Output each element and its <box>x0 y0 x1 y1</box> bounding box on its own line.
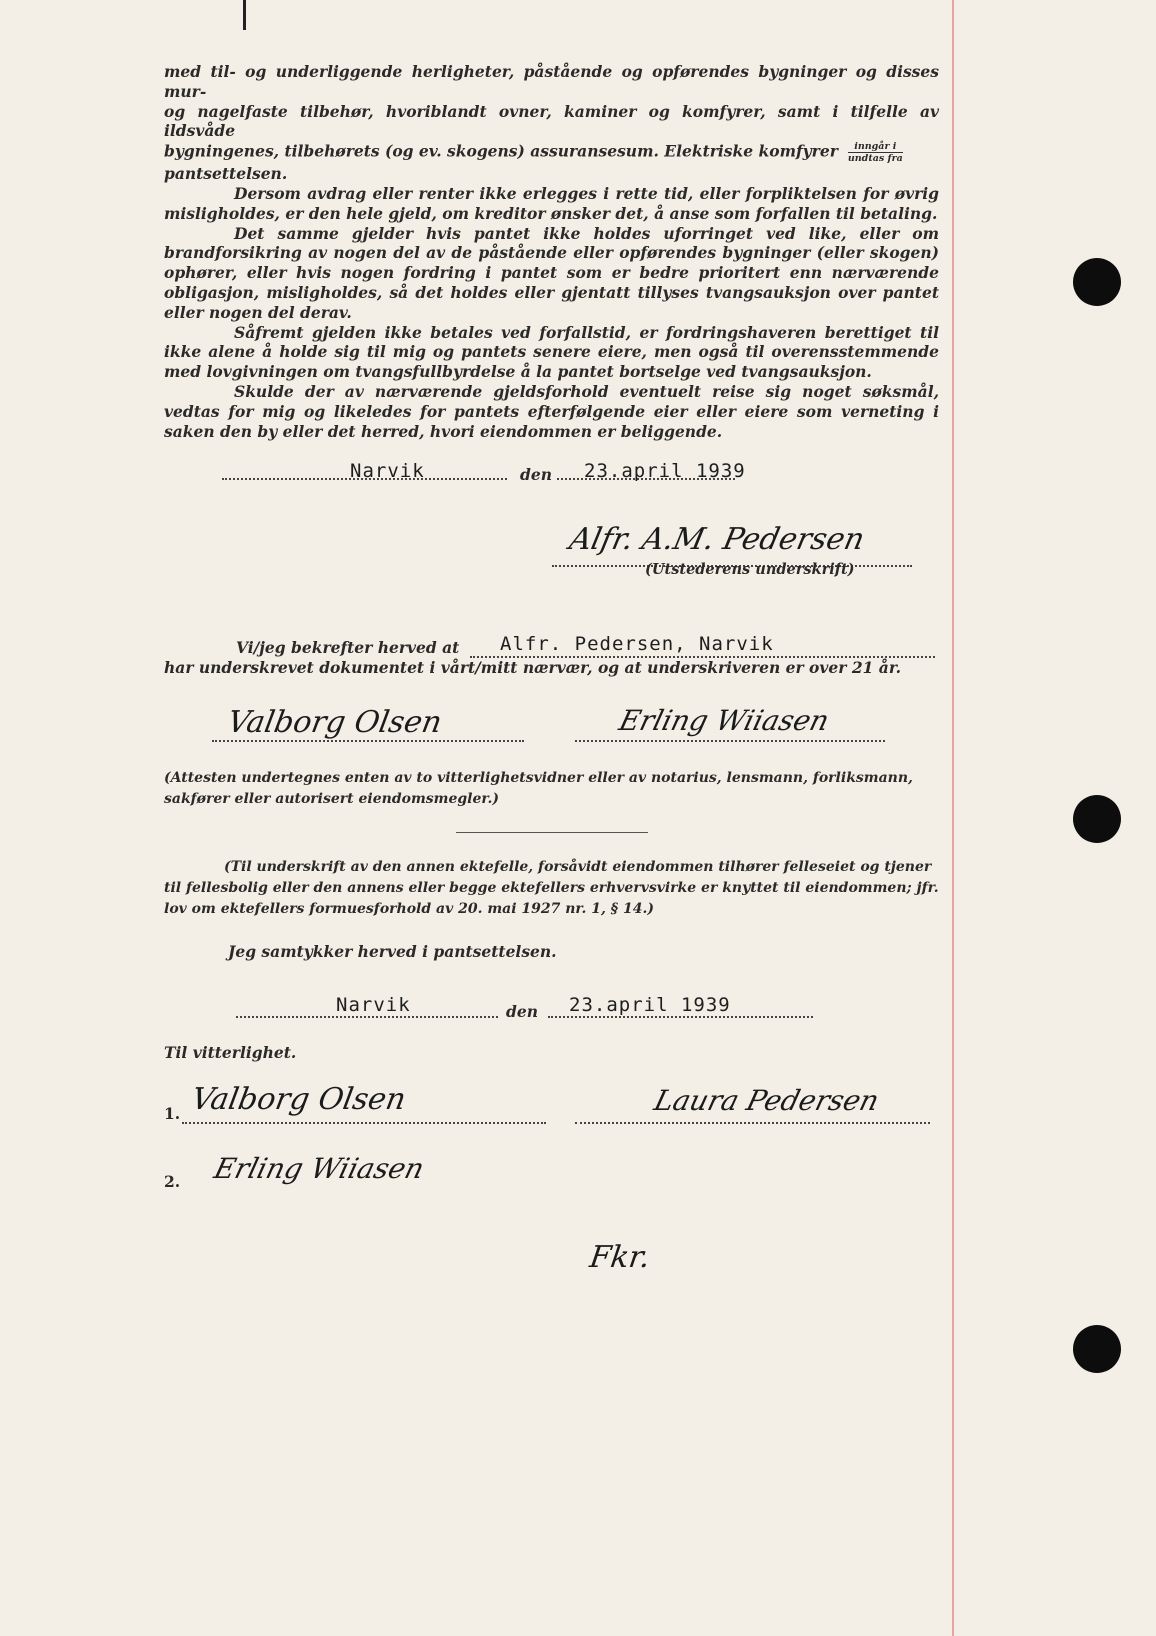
punch-hole <box>1073 1325 1121 1373</box>
terms-line: bygningenes, tilbehørets (og ev. skogens) assuransesum. Elektriske komfyrer inngår i undtas fra <box>164 141 903 165</box>
confirm-name: Alfr. Pedersen, Narvik <box>500 633 774 655</box>
edge-mark <box>243 0 246 30</box>
place-1: Narvik <box>350 460 425 482</box>
punch-hole <box>1073 795 1121 843</box>
til-vitterlighet: Til vitterlighet. <box>164 1043 297 1062</box>
terms-line: med til- og underliggende herligheter, påstående og opførendes bygninger og disses mur- <box>164 62 939 101</box>
attest-note: (Attesten undertegnes enten av to vitterlighetsvidner eller av notarius, lensmann, forliksmann, sakfører eller autorisert eiendomsmegler.) <box>164 770 913 807</box>
witness-number-2: 2. <box>164 1172 181 1191</box>
consent-statement: Jeg samtykker herved i pantsettelsen. <box>228 942 557 961</box>
spouse-signature: Laura Pedersen <box>650 1084 883 1117</box>
date-2: 23.april 1939 <box>569 994 731 1016</box>
divider <box>456 832 648 833</box>
witness-signature-2: Erling Wiiasen <box>615 704 833 737</box>
place-2: Narvik <box>336 994 411 1016</box>
terms-line: pantsettelsen. <box>164 164 288 184</box>
den-label: den <box>516 465 556 484</box>
punch-hole <box>1073 258 1121 306</box>
inngar-fraction: inngår i undtas fra <box>847 141 903 165</box>
paragraph-venue: Skulde der av nærværende gjeldsforhold eventuelt reise sig noget søksmål, vedtas for mig og likeledes for pantets efterfølgende eier eller eiere som verneting i saken den by eller det herred, hvori eiendommen er beliggende. <box>164 381 939 441</box>
witness-signature-1: Valborg Olsen <box>224 705 445 740</box>
date-1: 23.april 1939 <box>584 460 746 482</box>
paragraph-default: Dersom avdrag eller renter ikke erlegges i rette tid, eller forpliktelsen for øvrig misligholdes, er den hele gjeld, om kreditor ønsker det, å anse som forfallen til betaling. <box>164 183 939 223</box>
issuer-signature: Alfr. A.M. Pedersen <box>566 522 868 557</box>
paragraph-insurance: Det samme gjelder hvis pantet ikke holdes uforringet ved like, eller om brandforsikring av nogen del av de påstående eller opførendes bygninger (eller skogen) ophører, eller hvis nogen fordring i pantet som er bedre prioritert enn nærværende obligasjon, misligholdes, så det holdes eller gjentatt tillyses tvangsauksjon over pantet eller nogen del derav. <box>164 223 939 322</box>
mortgage-terms <box>164 62 939 441</box>
margin-rule <box>952 0 954 1636</box>
den-label-2: den <box>506 1002 538 1021</box>
initials-mark: Fkr. <box>587 1240 653 1275</box>
witness-list-signature-2: Erling Wiiasen <box>210 1152 428 1185</box>
witness-number-1: 1. <box>164 1104 181 1123</box>
witness-list-signature-1: Valborg Olsen <box>188 1082 409 1117</box>
confirm-prefix: Vi/jeg bekrefter herved at <box>236 638 460 657</box>
paragraph-maturity: Såfremt gjelden ikke betales ved forfallstid, er fordringshaveren berettiget til ikke alene å holde sig til mig og pantets senere eiere, men også til overensstemmende med lovgivningen om tvangsfullbyrdelse å la pantet bortselge ved tvangsauksjon. <box>164 322 939 382</box>
terms-line: og nagelfaste tilbehør, hvoriblandt ovner, kaminer og komfyrer, samt i tilfelle av ildsvåde <box>164 101 939 141</box>
confirm-line: har underskrevet dokumentet i vårt/mitt nærvær, og at underskriveren er over 21 år. <box>164 658 901 677</box>
spouse-note: (Til underskrift av den annen ektefelle, forsåvidt eiendommen tilhører felleseiet og tjener til fellesbolig eller den annens eller begge ektefellers erhvervsvirke er knyttet til eiendommen; jfr. lov om ektefellers formuesforhold av 20. mai 1927 nr. 1, § 14.) <box>164 859 939 917</box>
issuer-caption: (Utstederens underskrift) <box>645 561 855 578</box>
